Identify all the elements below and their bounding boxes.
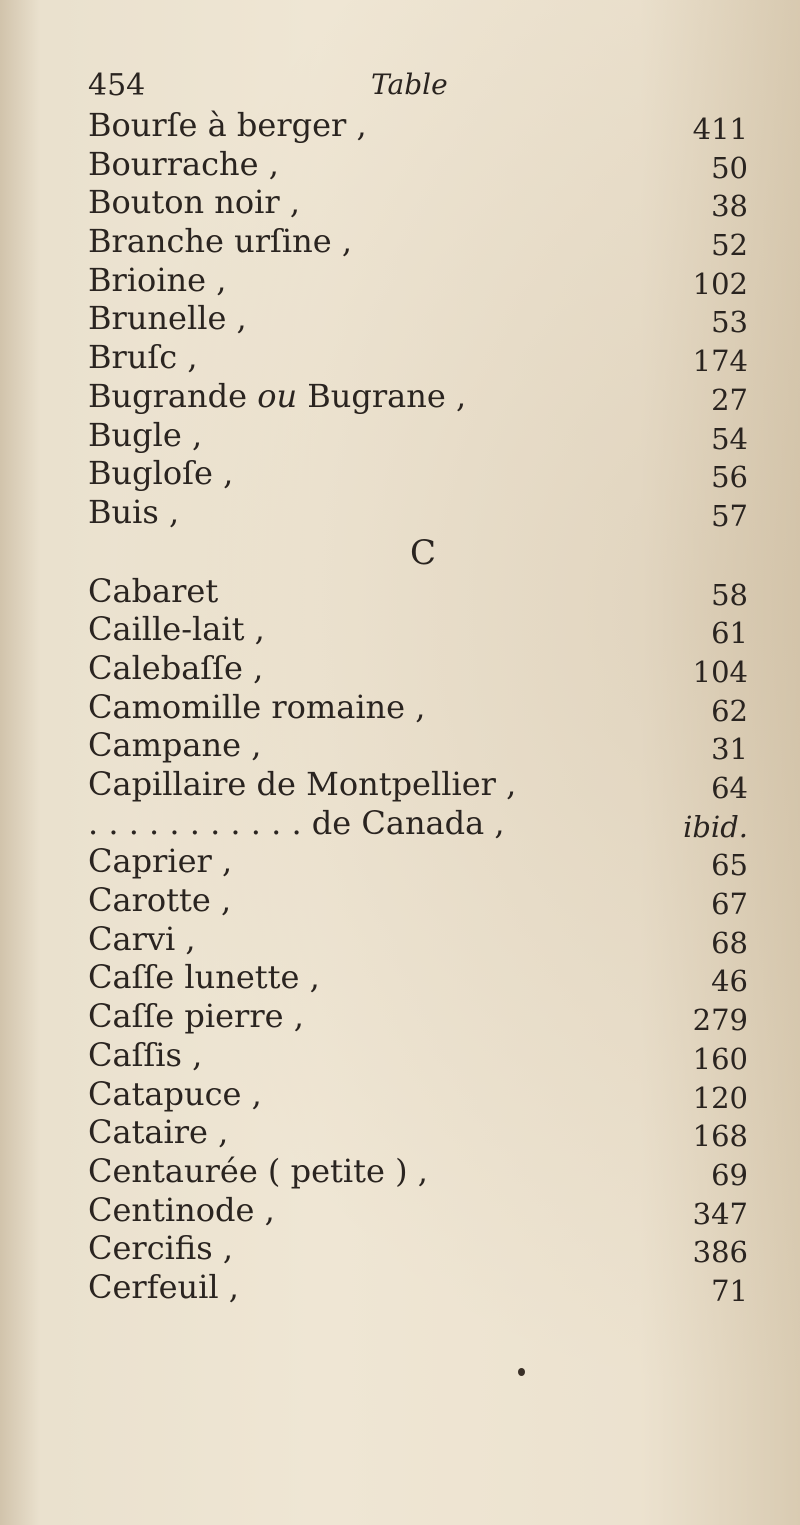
index-entry: [88, 997, 748, 1036]
entry-page-ref: 120: [692, 1080, 748, 1115]
entry-page-ref: 65: [711, 848, 748, 883]
entry-term-part: Bugrane ,: [297, 376, 467, 415]
entry-term: Caille-lait ,: [88, 610, 265, 649]
entry-page-ref: 64: [711, 771, 748, 805]
index-entry: [88, 765, 748, 804]
entry-term: Bugle ,: [88, 415, 203, 454]
index-entry: [88, 649, 748, 688]
page-number: 454: [88, 68, 146, 103]
index-entry: [88, 804, 748, 843]
section-heading: [88, 532, 748, 572]
index-entry: [88, 493, 748, 532]
entry-term: Bugloſe ,: [88, 454, 234, 493]
index-entry: [88, 688, 748, 727]
index-entry: [88, 454, 748, 493]
index-entry: [88, 183, 748, 222]
entry-term: Calebaſſe ,: [88, 648, 264, 687]
entry-term: Camomille romaine ,: [88, 687, 426, 726]
ink-speck: [518, 1368, 525, 1376]
index-entry: [88, 106, 748, 145]
entry-term: Cabaret: [88, 571, 219, 610]
index-entry: [88, 261, 748, 300]
entry-page-ref: 56: [711, 460, 748, 495]
index-entry: [88, 416, 748, 455]
entry-term: . . . . . . . . . . . de Canada ,: [88, 803, 505, 842]
entry-page-ref: 411: [692, 112, 748, 146]
entry-term: Carvi ,: [88, 919, 196, 958]
entry-page-ref: 53: [711, 305, 748, 340]
entry-page-ref: 46: [711, 964, 748, 999]
entry-term: Carotte ,: [88, 881, 232, 920]
index-entry: [88, 1152, 748, 1191]
index-entry: [88, 881, 748, 920]
index-entry: [88, 338, 748, 377]
entry-page-ref: 68: [711, 925, 748, 960]
entry-page-ref: 27: [711, 382, 748, 417]
entry-term: Campane ,: [88, 726, 262, 765]
entry-page-ref: 50: [711, 150, 748, 185]
index-entry: [88, 842, 748, 881]
entry-term: Centaurée ( petite ) ,: [88, 1151, 428, 1190]
entry-term: Bruſc ,: [88, 338, 198, 377]
entry-term-part: Bugrande: [88, 376, 258, 415]
entry-term: Branche urſine ,: [88, 222, 353, 261]
entry-page-ref: 347: [692, 1196, 748, 1231]
index-entry: [88, 572, 748, 611]
entry-term: Cerfeuil ,: [88, 1267, 239, 1306]
entry-page-ref: 71: [711, 1273, 748, 1308]
index-entry: [88, 1268, 748, 1307]
index-entry: [88, 1229, 748, 1268]
entry-page-ref: 58: [711, 577, 748, 612]
index-entries: [88, 106, 748, 1307]
index-entry: [88, 1036, 748, 1075]
running-head: Table: [371, 68, 448, 101]
entry-page-ref: 279: [692, 1003, 748, 1038]
entry-page-ref: 61: [711, 616, 748, 651]
entry-page-ref: 54: [711, 421, 748, 456]
entry-term: Caſſis ,: [88, 1035, 203, 1074]
index-entry: [88, 1075, 748, 1114]
page-header: [88, 68, 488, 108]
index-entry: [88, 726, 748, 765]
entry-term: Brunelle ,: [88, 299, 247, 338]
entry-page-ref: 69: [711, 1157, 748, 1192]
entry-page-ref: 57: [711, 498, 748, 533]
entry-term: Bourrache ,: [88, 144, 279, 183]
entry-term: Bourſe à berger ,: [88, 106, 367, 144]
entry-page-ref: 102: [692, 266, 748, 301]
entry-page-ref: 386: [692, 1235, 748, 1270]
entry-term: Brioine ,: [88, 260, 227, 299]
entry-page-ref: 38: [711, 189, 748, 224]
index-entry: [88, 958, 748, 997]
entry-page-ref: 160: [692, 1041, 748, 1076]
entry-term: Catapuce ,: [88, 1074, 262, 1113]
entry-term: Cataire ,: [88, 1113, 229, 1152]
index-entry: [88, 920, 748, 959]
index-entry: [88, 145, 748, 184]
entry-page-ref: 174: [692, 344, 748, 379]
entry-page-ref: 52: [711, 228, 748, 263]
entry-term: Caſſe pierre ,: [88, 997, 304, 1036]
index-entry: [88, 610, 748, 649]
entry-page-ref: 168: [692, 1119, 748, 1154]
entry-page-ref: 67: [711, 887, 748, 922]
entry-term: Caſſe lunette ,: [88, 958, 320, 997]
entry-term-conjunction: ou: [257, 376, 298, 415]
entry-term: Cercifis ,: [88, 1229, 233, 1268]
entry-page-ref: ibid.: [683, 809, 748, 844]
entry-page-ref: 62: [711, 693, 748, 728]
entry-term: [88, 377, 466, 415]
entry-term: Centinode ,: [88, 1190, 275, 1229]
entry-term: Caprier ,: [88, 842, 233, 881]
entry-term: Capillaire de Montpellier ,: [88, 765, 517, 803]
index-entry: [88, 222, 748, 261]
entry-page-ref: 104: [692, 654, 748, 689]
index-entry: [88, 299, 748, 338]
entry-page-ref: 31: [711, 732, 748, 767]
index-entry: [88, 377, 748, 416]
index-entry: [88, 1191, 748, 1230]
entry-term: Buis ,: [88, 492, 180, 531]
index-entry: [88, 1113, 748, 1152]
page-gutter-shadow: [0, 0, 40, 1525]
entry-term: Bouton noir ,: [88, 183, 301, 222]
section-letter: C: [410, 532, 437, 573]
